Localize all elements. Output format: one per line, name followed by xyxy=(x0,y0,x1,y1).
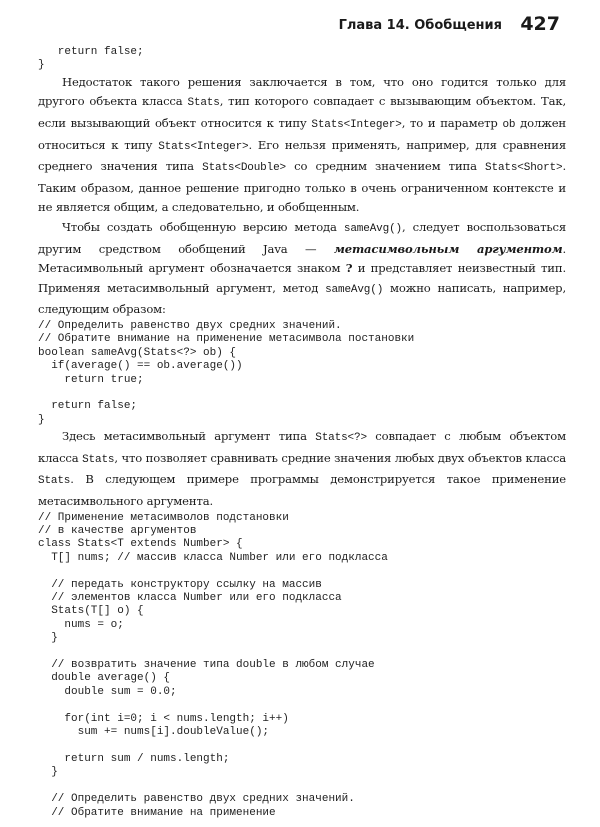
text-run: можно написать, например, следующим образом: xyxy=(38,280,566,317)
text-run: должен относиться к типу xyxy=(38,116,566,152)
text-run: , следует воспользоваться другим средством обобщений Java — xyxy=(38,219,567,256)
inline-code: Stats xyxy=(38,475,71,488)
inline-code: ob xyxy=(502,119,516,131)
text-run: . Метасимвольный аргумент обозначается знаком xyxy=(38,241,566,276)
inline-code: Stats<Short> xyxy=(485,162,563,175)
text-run: Чтобы создать обобщенную версию метода xyxy=(62,219,344,234)
inline-code: Stats<Integer> xyxy=(311,119,402,131)
page-header xyxy=(0,12,600,42)
inline-code: Stats<Double> xyxy=(202,162,286,175)
inline-code: sameAvg() xyxy=(325,283,384,296)
text-run: . Таким образом, данное решение пригодно только в очень ограниченном контексте и не является общим, а следовательно, и обобщенным. xyxy=(38,159,567,215)
text-run: и представляет неизвестный тип. Применяя метасимвольный аргумент, метод xyxy=(38,261,566,295)
code-block-stats-class: // Применение метасимволов подстановки // в качестве аргументов class Stats<T extends Number> { T[] nums; // массив класса Number или его подкласса // передать конструктору ссылку на массив // элементов класса Number или его подкласса Stats(T[] o) { nums = o; } // возвратить значение типа double в любом случае double average() { double sum = 0.0; for(int i=0; i < nums.length; i++) sum += nums[i].doubleValue(); return sum / nums.length; } // Определить равенство двух средних значений. // Обратите внимание на применение xyxy=(38,511,388,819)
paragraph-wildcard-intro xyxy=(38,218,566,320)
text-run: Недостаток такого решения заключается в том, что оно годится только для другого объекта класса xyxy=(38,74,566,109)
bold-text: ? xyxy=(345,261,353,276)
inline-code: Stats<Integer> xyxy=(158,140,249,153)
text-run: . Его нельзя применять, например, для сравнения среднего значения типа xyxy=(38,137,566,174)
emphasis: метасимвольным аргументом xyxy=(333,241,563,256)
text-run: со средним значением типа xyxy=(286,159,486,174)
paragraph-limitation xyxy=(38,73,566,218)
chapter-title: Глава 14. Обобщения xyxy=(338,18,502,33)
paragraph-wildcard-explanation xyxy=(38,427,566,511)
text-run: , что позволяет сравнивать средние значения любых двух объектов класса xyxy=(114,450,566,465)
text-run: совпадает с любым объектом класса xyxy=(38,429,566,465)
inline-code: Stats<?> xyxy=(315,432,367,445)
page-number: 427 xyxy=(520,13,560,35)
page-body xyxy=(38,46,566,820)
inline-code: Stats xyxy=(82,453,115,466)
text-run: , тип которого совпадает с вызывающим объектом. Так, если вызывающий объект относится к типу xyxy=(38,94,566,130)
inline-code: Stats xyxy=(187,97,220,110)
code-block-sameavg: // Определить равенство двух средних значений. // Обратите внимание на применение метасимвола постановки boolean sameAvg(Stats<?> ob) { if(average() == ob.average()) return true; return false; } xyxy=(38,319,415,426)
text-run: Здесь метасимвольный аргумент типа xyxy=(62,429,316,444)
text-run: , то и параметр xyxy=(401,116,503,130)
inline-code: sameAvg() xyxy=(343,222,402,235)
code-block-return: return false; } xyxy=(38,46,144,72)
text-run: . В следующем примере программы демонстрируется такое применение метасимвольного аргумента. xyxy=(38,472,566,508)
